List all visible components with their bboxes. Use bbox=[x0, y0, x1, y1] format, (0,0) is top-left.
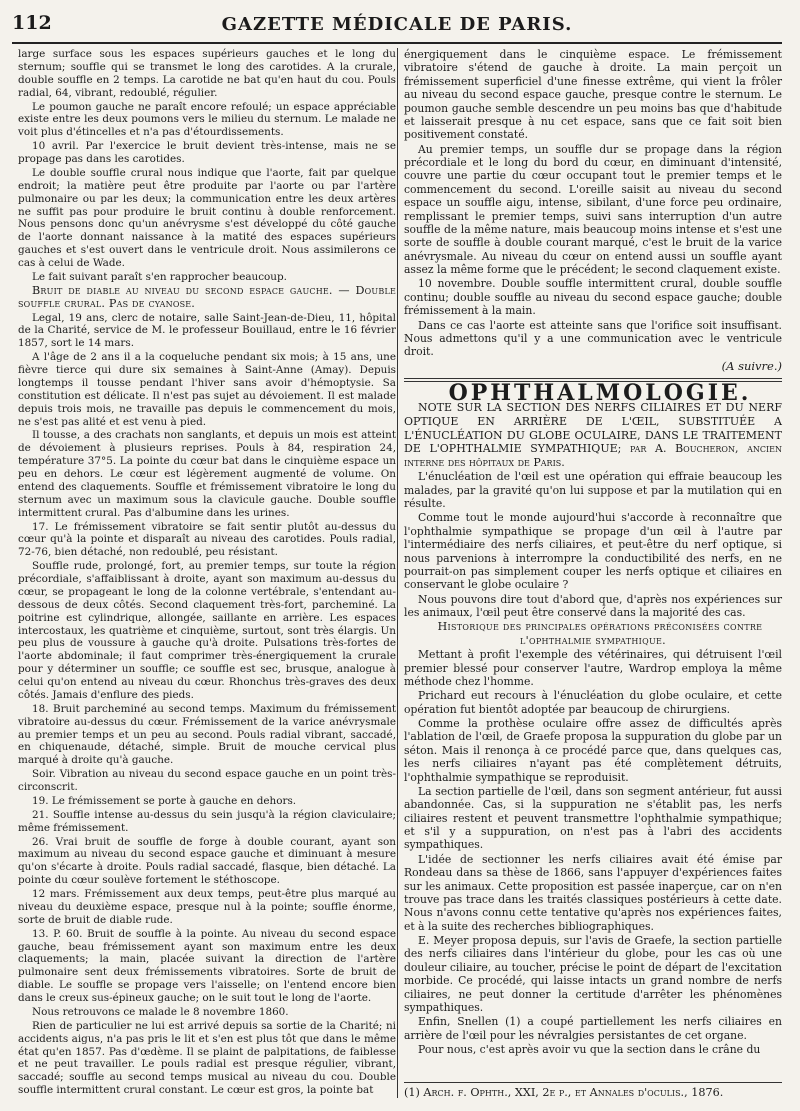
section-title: OPHTHALMOLOGIE. bbox=[448, 380, 752, 406]
paragraph: Pour nous, c'est après avoir vu que la section dans le crâne du bbox=[418, 1043, 761, 1057]
footnote: (1) Arch. f. Ophth., XXI, 2e p., et Annales d'oculis., 1876. bbox=[404, 1082, 782, 1100]
left-column bbox=[18, 48, 396, 1096]
article-title: NOTE SUR LA SECTION DES NERFS CILIAIRES ET DU NERF OPTIQUE EN ARRIÈRE DE L'ŒIL, SUBSTITUÉE A L'ÉNUCLÉATION DU GLOBE OCULAIRE, DANS LE TRAITEMENT DE L'OPHTHALMIE SYMPATHIQUE; par A. Boucheron, ancien interne des hôpitaux de Paris. bbox=[404, 401, 782, 469]
paragraph: Enfin, Snellen (1) a coupé partiellement les nerfs ciliaires en arrière de l'œil pour les névralgies persistantes de cet organe. bbox=[404, 1015, 782, 1042]
paragraph: 10 avril. Par l'exercice le bruit devient très-intense, mais ne se propage pas dans les carotides. bbox=[18, 140, 396, 165]
paragraph: Soir. Vibration au niveau du second espace gauche en un point très-circonscrit. bbox=[18, 768, 396, 793]
paragraph: Legal, 19 ans, clerc de notaire, salle Saint-Jean-de-Dieu, 11, hôpital de la Charité, service de M. le professeur Bouillaud, entre le 16 février 1857, sort le 14 mars. bbox=[18, 311, 396, 350]
paragraph: Nous pouvons dire tout d'abord que, d'après nos expériences sur les animaux, l'œil peut être conservé dans la majorité des cas. bbox=[404, 592, 782, 620]
paragraph: Rien de particulier ne lui est arrivé depuis sa sortie de la Charité; ni accidents aigus, n'a pas pris le lit et s'en est plus tôt que dans le même état qu'en 1857. Pas d'œdème. Il se plaint de palpitations, de faiblesse et ne peut travailler. Le pouls radial est presque régulier, vibrant, saccadé; souffle au second temps musical au niveau du cou. Double souffle intermittent crural constant. Le cœur est gros, la pointe bat bbox=[18, 1019, 396, 1097]
paragraph: Nous retrouvons ce malade le 8 novembre 1860. bbox=[32, 1005, 289, 1018]
paragraph: 19. Le frémissement se porte à gauche en dehors. bbox=[32, 794, 297, 807]
column-divider bbox=[397, 48, 398, 1098]
paragraph: 10 novembre. Double souffle intermittent crural, double souffle continu; double souffle au niveau du second espace gauche; double frémissement à la main. bbox=[404, 277, 782, 318]
case-heading: Bruit de diable au niveau du second espace gauche. — Double souffle crural. Pas de cyanose. bbox=[18, 283, 396, 310]
paragraph: La section partielle de l'œil, dans son segment antérieur, fut aussi abandonnée. Cas, si la suppuration ne s'établit pas, les nerfs ciliaires restent et peuvent transmettre l'ophthalmie sympathique; et s'il y a suppuration, on n'est pas à l'abri des accidents sympathiques. bbox=[404, 784, 782, 852]
paragraph: Comme tout le monde aujourd'hui s'accorde à reconnaître que l'ophthalmie sympathique se propage d'un œil à l'autre par l'intermédiaire des nerfs ciliaires, et peut-être du nerf optique, si nous parvenions à interrompre la conductibilité des nerfs, en ne pourrait-on pas simplement couper les nerfs optique et ciliaires en conservant le globe oculaire ? bbox=[404, 511, 782, 592]
paragraph: Il tousse, a des crachats non sanglants, et depuis un mois est atteint de dévoiement à plusieurs reprises. Pouls à 84, respiration 24, température 37°5. La pointe du cœur bat dans le cinquième espace un peu en dehors. Le cœur est légèrement augmenté de volume. On entend des claquements. Souffle et frémissement vibratoire le long du sternum avec un maximum sous la clavicule gauche. Double souffle intermittent crural. Pas d'albumine dans les urines. bbox=[18, 429, 396, 519]
paragraph: énergiquement dans le cinquième espace. Le frémissement vibratoire s'étend de gauche à droite. La main perçoit un frémissement superficiel d'une finesse extrême, qui vient la frôler au niveau du second espace gauche, presque contre le sternum. Le poumon gauche semble descendre un peu moins bas que d'habitude et laisserait presque à nu cet espace, sans que ce fait soit bien positivement constaté. bbox=[404, 48, 782, 142]
paragraph: 26. Vrai bruit de souffle de forge à double courant, ayant son maximum au niveau du second espace gauche et diminuant à mesure qu'on s'écarte à droite. Pouls radial saccadé, flasque, bien détaché. La pointe du cœur soulève fortement le stéthoscope. bbox=[18, 835, 396, 887]
page-header bbox=[12, 12, 782, 44]
paragraph: 17. Le frémissement vibratoire se fait sentir plutôt au-dessus du cœur qu'à la pointe et disparaît au niveau des carotides. Pouls radial, 72-76, bien détaché, non redoublé, peu résistant. bbox=[18, 520, 396, 559]
paragraph: 21. Souffle intense au-dessus du sein jusqu'à la région claviculaire; même frémissement. bbox=[18, 808, 396, 834]
paragraph: Comme la prothèse oculaire offre assez de difficultés après l'ablation de l'œil, de Graefe proposa la suppuration du globe par un séton. Mais il renonça à ce procédé parce que, dans quelques cas, les nerfs ciliaires n'ayant pas été complètement détruits, l'ophthalmie sympathique se reproduisit. bbox=[404, 717, 782, 784]
paragraph: Prichard eut recours à l'énucléation du globe oculaire, et cette opération fut bientôt adoptée par beaucoup de chirurgiens. bbox=[404, 689, 782, 716]
paragraph: 18. Bruit parcheminé au second temps. Maximum du frémissement vibratoire au-dessus du cœur. Frémissement de la varice anévrysmale au premier temps et un peu au second. Pouls radial vibrant, saccadé, en chiquenaude, détaché, simple. Bruit de mouche cervical plus marqué à droite qu'à gauche. bbox=[18, 702, 396, 767]
paragraph: Souffle rude, prolongé, fort, au premier temps, sur toute la région précordiale, s'affaiblissant à droite, ayant son maximum au-dessus du cœur, se propageant le long de la colonne vertébrale, s'entendant au-dessous de deux côtés. Second claquement très-fort, parcheminé. La poitrine est cylindrique, allongée, saillante en arrière. Les espaces intercostaux, les quatrième et cinquième, surtout, sont très élargis. Un peu plus de voussure à gauche qu'à droite. Pulsations très-fortes de l'aorte abdominale; il faut comprimer très-énergiquement la crurale pour y déterminer un souffle; ce souffle est sec, brusque, analogue à celui qu'on entend au niveau du cœur. Rhonchus très-graves des deux côtés. Jamais d'enflure des pieds. bbox=[18, 560, 396, 701]
right-column bbox=[404, 48, 782, 1076]
paragraph: A l'âge de 2 ans il a la coqueluche pendant six mois; à 15 ans, une fièvre tierce qui dure six semaines à Saint-Anne (Amay). Depuis longtemps il tousse pendant l'hiver sans avoir d'hémoptysie. Sa constitution est délicate. Il n'est pas sujet au dévoiement. Il est malade depuis trois mois, ne travaille pas depuis le commencement du mois, ne s'est pas alité et est venu à pied. bbox=[18, 351, 396, 428]
paragraph: L'idée de sectionner les nerfs ciliaires avait été émise par Rondeau dans sa thèse de 1866, sans l'appuyer d'expériences faites sur les animaux. Cette proposition est passée inaperçue, car on n'en trouve pas trace dans les traités classiques postérieurs à cette date. Nous n'avons connu cette tentative qu'après nos expériences faites, et à la suite des recherches bibliographiques. bbox=[404, 852, 782, 933]
to-be-continued: (A suivre.) bbox=[721, 358, 782, 373]
subsection-heading: Historique des principales opérations préconisées contre l'ophthalmie sympathique. bbox=[437, 620, 763, 647]
paragraph: Mettant à profit l'exemple des vétérinaires, qui détruisent l'œil premier blessé pour conserver l'autre, Wardrop employa la même méthode chez l'homme. bbox=[404, 648, 782, 688]
journal-title: GAZETTE MÉDICALE DE PARIS. bbox=[221, 14, 573, 35]
paragraph: 13. P. 60. Bruit de souffle à la pointe. Au niveau du second espace gauche, beau frémissement ayant son maximum entre les deux claquements; la main, placée suivant la direction de l'artère pulmonaire sent deux frémissements vibratoires. Sorte de bruit de diable. Le souffle se propage vers l'aisselle; on l'entend encore bien dans le creux sus-épineux gauche; on le suit tout le long de l'aorte. bbox=[18, 927, 396, 1004]
paragraph: Au premier temps, un souffle dur se propage dans la région précordiale et le long du bord du cœur, en diminuant d'intensité, couvre une partie du cœur occupant tout le premier temps et le commencement du second. L'oreille saisit au niveau du second espace un souffle aigu, intense, sibilant, d'une force peu ordinaire, remplissant le premier temps, suivi sans interruption d'un autre souffle de la même nature, mais beaucoup moins intense et s'est une sorte de souffle à double courant marqué, c'est le bruit de la varice anévrysmale. Au niveau du cœur on entend aussi un souffle ayant assez la même forme que le précédent; le second claquement existe. bbox=[404, 142, 782, 276]
paragraph: E. Meyer proposa depuis, sur l'avis de Graefe, la section partielle des nerfs ciliaires dans l'intérieur du globe, pour les cas où une douleur ciliaire, au toucher, précise le point de départ de l'excitation morbide. Ce procédé, qui laisse intacts un grand nombre de nerfs ciliaires, ne peut donner la certitude d'arrêter les phénomènes sympathiques. bbox=[404, 934, 782, 1014]
paragraph: large surface sous les espaces supérieurs gauches et le long du sternum; souffle qui se transmet le long des carotides. A la crurale, double souffle en 2 temps. La carotide ne bat qu'en haut du cou. Pouls radial, 64, vibrant, redoublé, régulier. bbox=[18, 48, 396, 99]
paragraph: Le poumon gauche ne paraît encore refoulé; un espace appréciable existe entre les deux poumons vers le milieu du sternum. Le malade ne voit plus d'étincelles et n'a pas d'étourdissements. bbox=[18, 100, 396, 139]
page-number: 112 bbox=[12, 12, 52, 34]
paragraph: L'énucléation de l'œil est une opération qui effraie beaucoup les malades, par la gravité qu'on lui suppose et par la mutilation qui en résulte. bbox=[404, 470, 782, 511]
paragraph: Le double souffle crural nous indique que l'aorte, fait par quelque endroit; la matière peut être produite par l'aorte ou par l'artère pulmonaire ou par les deux; la communication entre les deux artères ne suffit pas pour produire le bruit continu à double renforcement. Nous pensons donc qu'un anévrysme s'est développé du côté gauche de l'aorte donnant naissance à la matité des espaces supérieurs gauches et s'est ouvert dans le ventricule droit. Nous assimilerons ce cas à celui de Wade. bbox=[18, 166, 396, 269]
paragraph: Dans ce cas l'aorte est atteinte sans que l'orifice soit insuffisant. Nous admettons qu'il y a une communication avec le ventricule droit. bbox=[404, 318, 782, 359]
paragraph: Le fait suivant paraît s'en rapprocher beaucoup. bbox=[32, 270, 287, 283]
paragraph: 12 mars. Frémissement aux deux temps, peut-être plus marqué au niveau du deuxième espace, presque nul à la pointe; souffle énorme, sorte de bruit de diable rude. bbox=[18, 888, 396, 926]
